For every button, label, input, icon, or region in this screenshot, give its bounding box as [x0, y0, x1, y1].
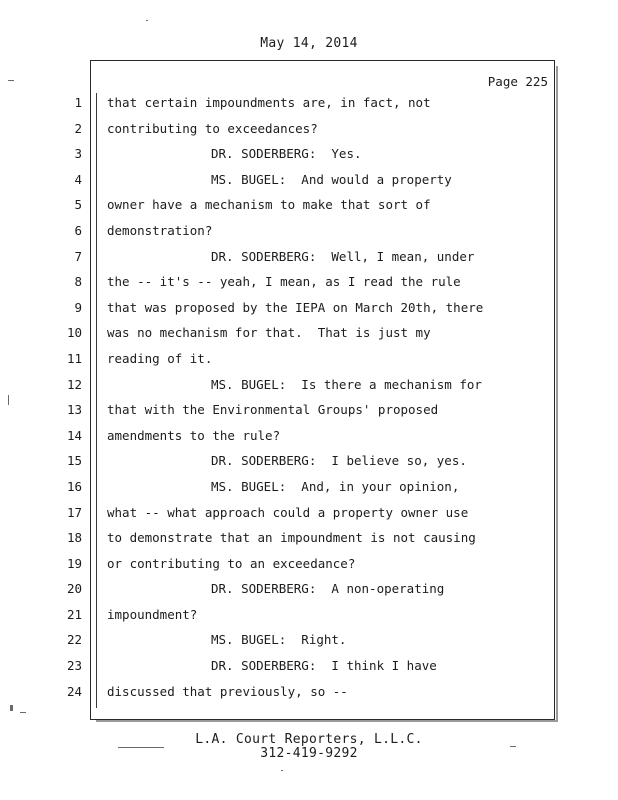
line-number: 20 [66, 581, 82, 597]
line-number: 14 [66, 427, 82, 443]
transcript-date: May 14, 2014 [260, 36, 358, 51]
transcript-body [107, 93, 527, 707]
line-number: 12 [66, 376, 82, 392]
line-number: 16 [66, 478, 82, 494]
line-number: 15 [66, 453, 82, 469]
transcript-line-speaker: MS. BUGEL: Is there a mechanism for [211, 376, 482, 392]
scan-speck [118, 747, 164, 748]
line-number: 5 [74, 197, 82, 213]
transcript-line: to demonstrate that an impoundment is not causing [107, 530, 476, 546]
transcript-line: that was proposed by the IEPA on March 20th, there [107, 299, 484, 315]
line-number: 19 [66, 555, 82, 571]
line-number: 1 [74, 95, 82, 110]
line-number-rule [96, 93, 97, 708]
frame-shadow-bottom [96, 720, 556, 722]
line-number: 17 [66, 504, 82, 520]
scan-speck [20, 712, 26, 713]
transcript-line: reading of it. [107, 350, 213, 366]
transcript-line: that certain impoundments are, in fact, not [107, 95, 431, 110]
transcript-line: demonstration? [107, 222, 213, 238]
frame-shadow-right [556, 66, 558, 722]
court-reporter-phone: 312-419-9292 [260, 746, 358, 761]
transcript-line-speaker: DR. SODERBERG: Well, I mean, under [211, 248, 475, 264]
line-number: 3 [74, 146, 82, 162]
court-reporter-name: L.A. Court Reporters, L.L.C. [195, 732, 423, 747]
scan-speck [510, 746, 516, 747]
line-number: 21 [66, 606, 82, 622]
transcript-line-speaker: DR. SODERBERG: I think I have [211, 658, 437, 674]
line-number: 9 [74, 299, 82, 315]
transcript-line: discussed that previously, so -- [107, 683, 348, 699]
transcript-line: or contributing to an exceedance? [107, 555, 356, 571]
transcript-line-speaker: MS. BUGEL: And would a property [211, 171, 452, 187]
transcript-line-speaker: DR. SODERBERG: A non-operating [211, 581, 445, 597]
transcript-line: the -- it's -- yeah, I mean, as I read the rule [107, 274, 461, 290]
transcript-line: owner have a mechanism to make that sort of [107, 197, 431, 213]
line-number: 6 [74, 222, 82, 238]
line-number: 4 [74, 171, 82, 187]
line-number: 7 [74, 248, 82, 264]
transcript-line: amendments to the rule? [107, 427, 281, 443]
line-number: 22 [66, 632, 82, 648]
transcript-line-speaker: MS. BUGEL: Right. [211, 632, 347, 648]
scan-speck [146, 20, 148, 21]
scan-speck [281, 770, 283, 771]
line-number: 23 [66, 658, 82, 674]
line-number: 10 [66, 325, 82, 341]
transcript-line-speaker: MS. BUGEL: And, in your opinion, [211, 478, 460, 494]
scan-speck [8, 395, 9, 405]
transcript-line: what -- what approach could a property owner use [107, 504, 469, 520]
transcript-line: that with the Environmental Groups' proposed [107, 402, 439, 418]
transcript-line: was no mechanism for that. That is just my [107, 325, 431, 341]
scan-speck [10, 705, 13, 711]
line-number: 18 [66, 530, 82, 546]
line-number: 2 [74, 120, 82, 136]
page-number: Page 225 [487, 74, 548, 89]
transcript-line-speaker: DR. SODERBERG: Yes. [211, 146, 362, 162]
line-number-column [52, 93, 82, 707]
line-number: 8 [74, 274, 82, 290]
transcript-line: contributing to exceedances? [107, 120, 318, 136]
line-number: 24 [66, 683, 82, 699]
line-number: 13 [66, 402, 82, 418]
scan-speck [8, 80, 14, 81]
transcript-line-speaker: DR. SODERBERG: I believe so, yes. [211, 453, 467, 469]
line-number: 11 [66, 350, 82, 366]
transcript-line: impoundment? [107, 606, 198, 622]
